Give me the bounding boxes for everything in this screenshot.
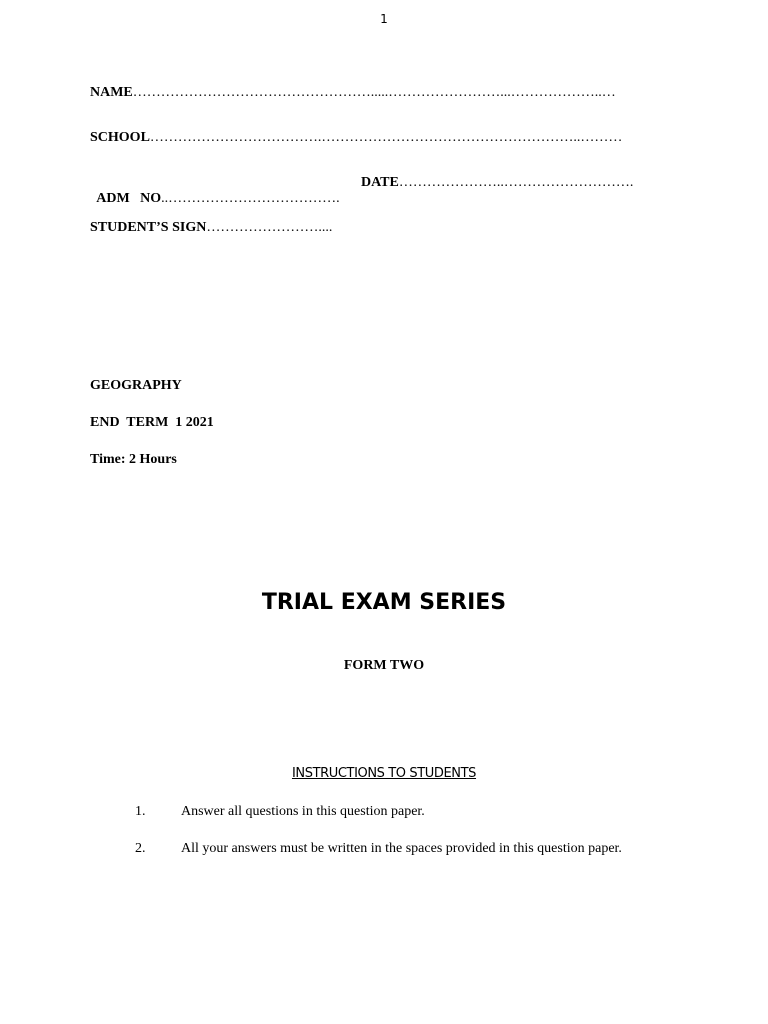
instructions-heading: INSTRUCTIONS TO STUDENTS xyxy=(291,766,477,781)
instruction-text: All your answers must be written in the spaces provided in this question paper. xyxy=(181,841,622,856)
student-sign-label: STUDENT’S SIGN xyxy=(90,220,207,235)
adm-no-label: ADM NO xyxy=(96,191,162,206)
date-field xyxy=(361,175,633,191)
school-field xyxy=(90,130,622,146)
time-allowed: Time: 2 Hours xyxy=(90,452,177,467)
student-sign-blank: …………………….... xyxy=(206,220,333,235)
instruction-item xyxy=(135,804,425,820)
instruction-number: 1. xyxy=(135,804,146,819)
date-blank: …………………..………………………. xyxy=(398,175,634,190)
term: END TERM 1 2021 xyxy=(90,415,214,430)
instruction-text: Answer all questions in this question paper. xyxy=(181,804,425,819)
student-sign-field xyxy=(90,220,332,236)
school-blank: ……………………………….………………………………………………..……… xyxy=(149,130,623,145)
instruction-item xyxy=(135,841,622,857)
subject: GEOGRAPHY xyxy=(90,378,182,393)
instruction-number: 2. xyxy=(135,841,146,856)
name-field xyxy=(90,85,616,101)
name-label: NAME xyxy=(90,85,133,100)
exam-title: TRIAL EXAM SERIES xyxy=(261,590,507,615)
date-label: DATE xyxy=(361,175,399,190)
form-level: FORM TWO xyxy=(343,658,425,673)
page-number: 1 xyxy=(380,12,388,26)
school-label: SCHOOL xyxy=(90,130,150,145)
adm-no-blank: ..………………………………. xyxy=(161,191,340,206)
name-blank: …………………………………………….....……………………...………………..… xyxy=(132,85,616,100)
adm-no-field xyxy=(90,175,340,207)
